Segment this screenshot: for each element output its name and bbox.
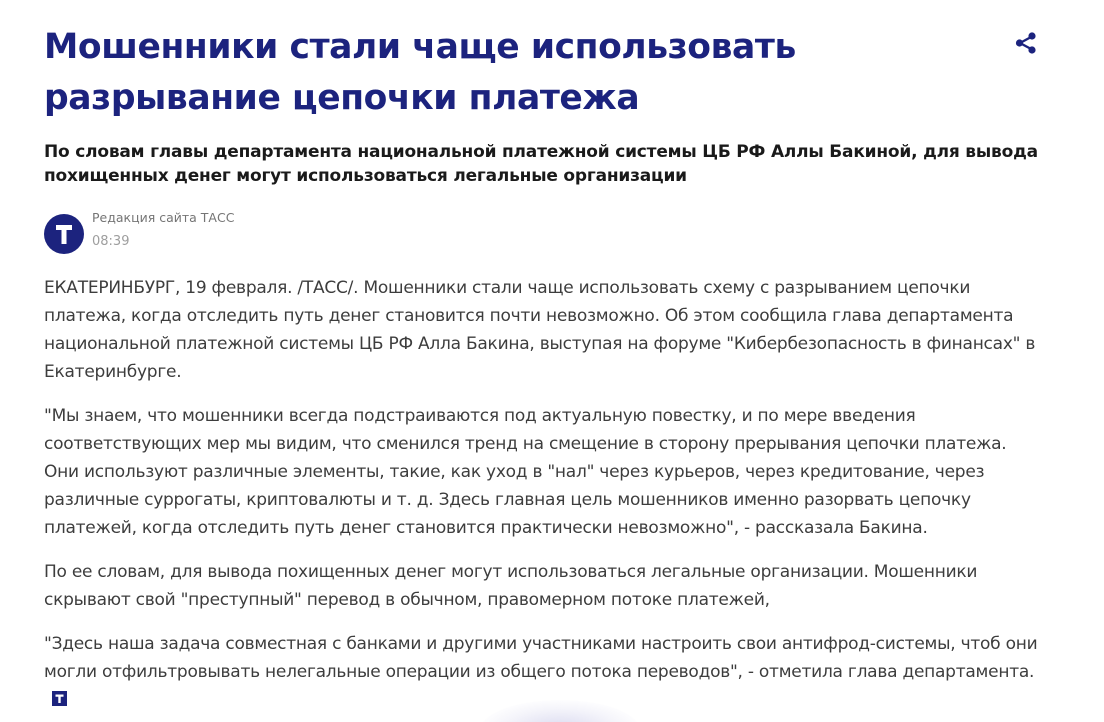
share-button[interactable] [1011, 28, 1041, 58]
body-paragraph-text: "Здесь наша задача совместная с банками и другими участниками настроить свои антифрод-системы, чтоб они могли отфильтровывать нелегальные операции из общего потока переводов", - отметила глава департамента. [44, 634, 1038, 682]
author-avatar[interactable] [44, 214, 84, 254]
tass-logo-icon [44, 214, 84, 254]
byline [44, 212, 1044, 258]
article [44, 22, 1044, 722]
publish-time: 08:39 [92, 234, 130, 249]
body-paragraph: "Мы знаем, что мошенники всегда подстраиваются под актуальную повестку, и по мере введения соответствующих мер мы видим, что сменился тренд на смещение в сторону прерывания цепочки платежа. Они используют различные элементы, такие, как уход в "нал" через курьеров, через кредитование, через различные суррогаты, криптовалюты и т. д. Здесь главная цель мошенников именно разорвать цепочку платежей, когда отследить путь денег становится практически невозможно", - рассказала Бакина. [44, 406, 1007, 538]
body-paragraph: По ее словам, для вывода похищенных денег могут использоваться легальные организации. Мошенники скрывают свой "преступный" перевод в обычном, правомерном потоке платежей, [44, 562, 978, 610]
article-body [44, 274, 1044, 714]
author-name[interactable]: Редакция сайта ТАСС [92, 210, 235, 225]
body-paragraph: ЕКАТЕРИНБУРГ, 19 февраля. /ТАСС/. Мошенники стали чаще использовать схему с разрыванием цепочки платежа, когда отследить путь денег становится почти невозможно. Об этом сообщила глава департамента национальной платежной системы ЦБ РФ Алла Бакина, выступая на форуме "Кибербезопасность в финансах" в Екатеринбурге. [44, 278, 1036, 382]
article-headline: Мошенники стали чаще использовать разрывание цепочки платежа [44, 27, 796, 118]
tass-end-mark-icon [52, 691, 67, 706]
byline-text [92, 212, 234, 250]
share-icon [1013, 30, 1039, 56]
article-lead: По словам главы департамента национальной платежной системы ЦБ РФ Аллы Бакиной, для вывода похищенных денег могут использоваться легальные организации [44, 142, 1038, 186]
